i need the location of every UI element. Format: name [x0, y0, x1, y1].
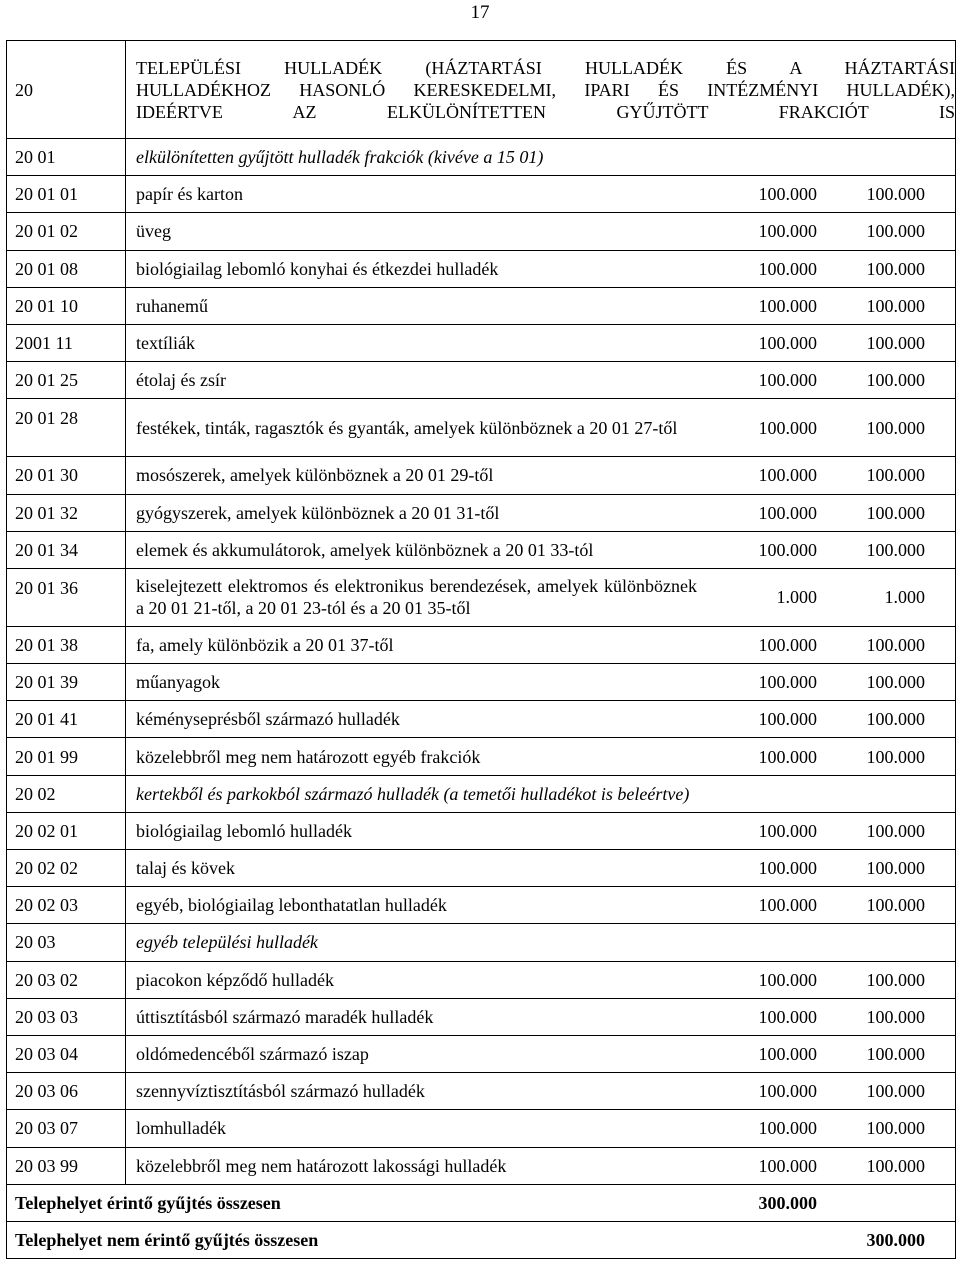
- row-inner: [136, 220, 955, 242]
- waste-row-content: [126, 701, 956, 738]
- waste-code: 20 01 39: [7, 664, 126, 701]
- row-inner: [136, 258, 955, 280]
- title-line-3: IDEÉRTVE AZ ELKÜLÖNÍTETTEN GYŰJTÖTT FRAKCIÓT IS: [136, 101, 955, 122]
- total-value-2: 300.000: [866, 1229, 925, 1250]
- table-row: [7, 738, 956, 775]
- waste-code: 20 01 25: [7, 362, 126, 399]
- waste-code: 20 01: [7, 139, 126, 176]
- title-line-1: TELEPÜLÉSI HULLADÉK (HÁZTARTÁSI HULLADÉK ÉS A HÁZTARTÁSI: [136, 57, 955, 78]
- waste-row-content: [126, 1035, 956, 1072]
- table-row: [7, 287, 956, 324]
- waste-code: 20 01 08: [7, 250, 126, 287]
- waste-code: 20 02 03: [7, 887, 126, 924]
- quantity-value-1: 100.000: [758, 1155, 817, 1176]
- waste-row-content: [126, 1147, 956, 1184]
- waste-description: közelebbről meg nem határozott lakossági hulladék: [136, 1155, 507, 1176]
- quantity-value-1: 100.000: [758, 1118, 817, 1139]
- quantity-value-1: 100.000: [758, 858, 817, 879]
- quantity-value-2: 100.000: [866, 539, 925, 560]
- table-row: [7, 998, 956, 1035]
- table-row: [7, 362, 956, 399]
- quantity-value-1: 100.000: [758, 370, 817, 391]
- waste-description: oldómedencéből származó iszap: [136, 1044, 369, 1065]
- total-label: Telephelyet nem érintő gyűjtés összesen: [15, 1229, 319, 1250]
- table-row: [7, 1035, 956, 1072]
- table-row: [7, 887, 956, 924]
- row-inner: [136, 1043, 955, 1065]
- waste-code: 20 01 41: [7, 701, 126, 738]
- waste-row-content: [126, 176, 956, 213]
- quantity-value-1: 100.000: [758, 634, 817, 655]
- table-row: [7, 812, 956, 849]
- quantity-value-1: 100.000: [758, 539, 817, 560]
- table-row: [7, 850, 956, 887]
- table-row: [7, 176, 956, 213]
- quantity-value-2: 100.000: [866, 858, 925, 879]
- waste-description: kiselejtezett elektromos és elektronikus berendezések, amelyek különböznek a 20 01 21-től, a 20 01 23-tól és a 20 01 35-től: [136, 576, 697, 619]
- quantity-value-1: 100.000: [758, 465, 817, 486]
- waste-row-content: [126, 362, 956, 399]
- quantity-value-2: 100.000: [866, 709, 925, 730]
- waste-row-content: [126, 738, 956, 775]
- quantity-value-1: 100.000: [758, 709, 817, 730]
- quantity-value-1: 100.000: [758, 502, 817, 523]
- quantity-value-1: 100.000: [758, 295, 817, 316]
- waste-code: 20 03 06: [7, 1073, 126, 1110]
- table-row: [7, 250, 956, 287]
- row-inner: [136, 183, 955, 205]
- waste-code: 20 03 07: [7, 1110, 126, 1147]
- waste-description: műanyagok: [136, 672, 220, 693]
- waste-description: egyéb, biológiailag lebonthatatlan hulladék: [136, 895, 447, 916]
- row-inner: [136, 1155, 955, 1177]
- row-inner: [136, 746, 955, 768]
- quantity-value-2: 100.000: [866, 221, 925, 242]
- waste-row-content: [126, 1110, 956, 1147]
- waste-row-content: [126, 775, 956, 812]
- waste-row-content: [126, 1073, 956, 1110]
- waste-code: 20 03 99: [7, 1147, 126, 1184]
- total-inner: [15, 1192, 955, 1214]
- waste-description: kéményseprésből származó hulladék: [136, 709, 400, 730]
- quantity-value-1: 100.000: [758, 1081, 817, 1102]
- row-inner: [136, 332, 955, 354]
- waste-row-content: [126, 531, 956, 568]
- quantity-value-1: 100.000: [758, 895, 817, 916]
- waste-description: fa, amely különbözik a 20 01 37-től: [136, 634, 394, 655]
- table-row: [7, 1073, 956, 1110]
- table-row: [7, 664, 956, 701]
- waste-description: elemek és akkumulátorok, amelyek különböznek a 20 01 33-tól: [136, 539, 594, 560]
- waste-description: piacokon képződő hulladék: [136, 969, 334, 990]
- table-row: [7, 1110, 956, 1147]
- waste-description: biológiailag lebomló hulladék: [136, 820, 352, 841]
- waste-description: festékek, tinták, ragasztók és gyanták, amelyek különböznek a 20 01 27-től: [136, 417, 678, 438]
- row-inner: [136, 502, 955, 524]
- quantity-value-1: 100.000: [758, 221, 817, 242]
- waste-row-content: [126, 998, 956, 1035]
- table-row: [7, 213, 956, 250]
- table-row: [7, 701, 956, 738]
- total-label: Telephelyet érintő gyűjtés összesen: [15, 1192, 281, 1213]
- quantity-value-2: 100.000: [866, 1155, 925, 1176]
- waste-description: üveg: [136, 221, 171, 242]
- table-row: [7, 457, 956, 494]
- row-inner: [136, 539, 955, 561]
- waste-code-table: [6, 40, 956, 1259]
- waste-code: 20 01 28: [7, 399, 126, 457]
- waste-row-content: [126, 250, 956, 287]
- quantity-value-1: 100.000: [758, 746, 817, 767]
- quantity-value-1: 100.000: [758, 969, 817, 990]
- quantity-value-1: 100.000: [758, 417, 817, 438]
- quantity-value-2: 100.000: [866, 370, 925, 391]
- row-inner: [136, 820, 955, 842]
- quantity-value-1: 100.000: [758, 333, 817, 354]
- waste-code: 20 03 04: [7, 1035, 126, 1072]
- waste-row-content: [126, 494, 956, 531]
- waste-description: közelebbről meg nem határozott egyéb frakciók: [136, 746, 481, 767]
- total-cell: [7, 1184, 956, 1221]
- quantity-value-2: 1.000: [884, 587, 925, 608]
- category-row: [7, 139, 956, 176]
- waste-row-content: [126, 213, 956, 250]
- quantity-value-1: 100.000: [758, 258, 817, 279]
- row-inner: [136, 369, 955, 391]
- row-inner: [136, 575, 955, 619]
- row-inner: [136, 969, 955, 991]
- quantity-value-2: 100.000: [866, 295, 925, 316]
- quantity-value-2: 100.000: [866, 634, 925, 655]
- quantity-value-2: 100.000: [866, 258, 925, 279]
- title-code: 20: [7, 41, 126, 139]
- title-row: [7, 41, 956, 139]
- waste-row-content: [126, 850, 956, 887]
- table-row: [7, 399, 956, 457]
- waste-code: 20 02: [7, 775, 126, 812]
- waste-description: egyéb települési hulladék: [136, 932, 318, 953]
- waste-description: szennyvíztisztításból származó hulladék: [136, 1081, 425, 1102]
- waste-code: 20 03 03: [7, 998, 126, 1035]
- row-inner: [136, 708, 955, 730]
- row-inner: [136, 931, 955, 953]
- row-inner: [136, 464, 955, 486]
- total-cell: [7, 1221, 956, 1258]
- quantity-value-2: 100.000: [866, 502, 925, 523]
- waste-row-content: [126, 568, 956, 626]
- quantity-value-2: 100.000: [866, 417, 925, 438]
- waste-description: étolaj és zsír: [136, 370, 226, 391]
- waste-code: 20 01 34: [7, 531, 126, 568]
- waste-row-content: [126, 812, 956, 849]
- total-row: [7, 1184, 956, 1221]
- quantity-value-2: 100.000: [866, 1118, 925, 1139]
- total-row: [7, 1221, 956, 1258]
- waste-description: mosószerek, amelyek különböznek a 20 01 29-től: [136, 465, 494, 486]
- quantity-value-2: 100.000: [866, 969, 925, 990]
- table-row: [7, 961, 956, 998]
- waste-code: 20 02 01: [7, 812, 126, 849]
- total-inner: [15, 1229, 955, 1251]
- waste-row-content: [126, 399, 956, 457]
- waste-row-content: [126, 887, 956, 924]
- total-value-1: 300.000: [758, 1192, 817, 1213]
- quantity-value-2: 100.000: [866, 1006, 925, 1027]
- row-inner: [136, 783, 955, 805]
- waste-description: kertekből és parkokból származó hulladék (a temetői hulladékot is beleértve): [136, 783, 690, 804]
- table-row: [7, 1147, 956, 1184]
- waste-description: elkülönítetten gyűjtött hulladék frakciók (kivéve a 15 01): [136, 147, 544, 168]
- waste-code: 20 01 36: [7, 568, 126, 626]
- table-row: [7, 568, 956, 626]
- waste-description: talaj és kövek: [136, 858, 235, 879]
- waste-code: 20 03: [7, 924, 126, 961]
- waste-code: 20 01 30: [7, 457, 126, 494]
- quantity-value-2: 100.000: [866, 746, 925, 767]
- row-inner: [136, 1080, 955, 1102]
- quantity-value-2: 100.000: [866, 895, 925, 916]
- waste-code: 2001 11: [7, 324, 126, 361]
- waste-row-content: [126, 139, 956, 176]
- category-row: [7, 775, 956, 812]
- waste-row-content: [126, 287, 956, 324]
- waste-description: textíliák: [136, 333, 195, 354]
- title-line-2: HULLADÉKHOZ HASONLÓ KERESKEDELMI, IPARI ÉS INTÉZMÉNYI HULLADÉK),: [136, 79, 955, 100]
- quantity-value-2: 100.000: [866, 1081, 925, 1102]
- table-row: [7, 626, 956, 663]
- waste-code: 20 01 99: [7, 738, 126, 775]
- waste-code: 20 01 01: [7, 176, 126, 213]
- waste-row-content: [126, 664, 956, 701]
- page-number: 17: [470, 2, 490, 23]
- row-inner: [136, 857, 955, 879]
- table-row: [7, 324, 956, 361]
- quantity-value-2: 100.000: [866, 465, 925, 486]
- waste-code: 20 01 32: [7, 494, 126, 531]
- row-inner: [136, 671, 955, 693]
- quantity-value-2: 100.000: [866, 184, 925, 205]
- category-row: [7, 924, 956, 961]
- waste-description: papír és karton: [136, 184, 243, 205]
- row-inner: [136, 295, 955, 317]
- waste-row-content: [126, 961, 956, 998]
- quantity-value-1: 100.000: [758, 184, 817, 205]
- quantity-value-1: 100.000: [758, 820, 817, 841]
- waste-description: úttisztításból származó maradék hulladék: [136, 1006, 434, 1027]
- quantity-value-1: 1.000: [776, 587, 817, 608]
- quantity-value-1: 100.000: [758, 1044, 817, 1065]
- table-row: [7, 494, 956, 531]
- waste-code: 20 01 38: [7, 626, 126, 663]
- waste-row-content: [126, 324, 956, 361]
- row-inner: [136, 417, 955, 439]
- quantity-value-2: 100.000: [866, 333, 925, 354]
- waste-description: lomhulladék: [136, 1118, 226, 1139]
- row-inner: [136, 634, 955, 656]
- waste-code: 20 01 02: [7, 213, 126, 250]
- waste-row-content: [126, 924, 956, 961]
- quantity-value-2: 100.000: [866, 672, 925, 693]
- table-row: [7, 531, 956, 568]
- waste-description: biológiailag lebomló konyhai és étkezdei hulladék: [136, 258, 499, 279]
- row-inner: [136, 146, 955, 168]
- quantity-value-1: 100.000: [758, 1006, 817, 1027]
- quantity-value-2: 100.000: [866, 820, 925, 841]
- row-inner: [136, 894, 955, 916]
- waste-description: gyógyszerek, amelyek különböznek a 20 01 31-től: [136, 502, 500, 523]
- quantity-value-2: 100.000: [866, 1044, 925, 1065]
- quantity-value-1: 100.000: [758, 672, 817, 693]
- row-inner: [136, 1006, 955, 1028]
- waste-row-content: [126, 457, 956, 494]
- waste-code: 20 02 02: [7, 850, 126, 887]
- row-inner: [136, 1117, 955, 1139]
- waste-code: 20 01 10: [7, 287, 126, 324]
- waste-code: 20 03 02: [7, 961, 126, 998]
- waste-row-content: [126, 626, 956, 663]
- waste-description: ruhanemű: [136, 295, 208, 316]
- title-text: [126, 41, 956, 139]
